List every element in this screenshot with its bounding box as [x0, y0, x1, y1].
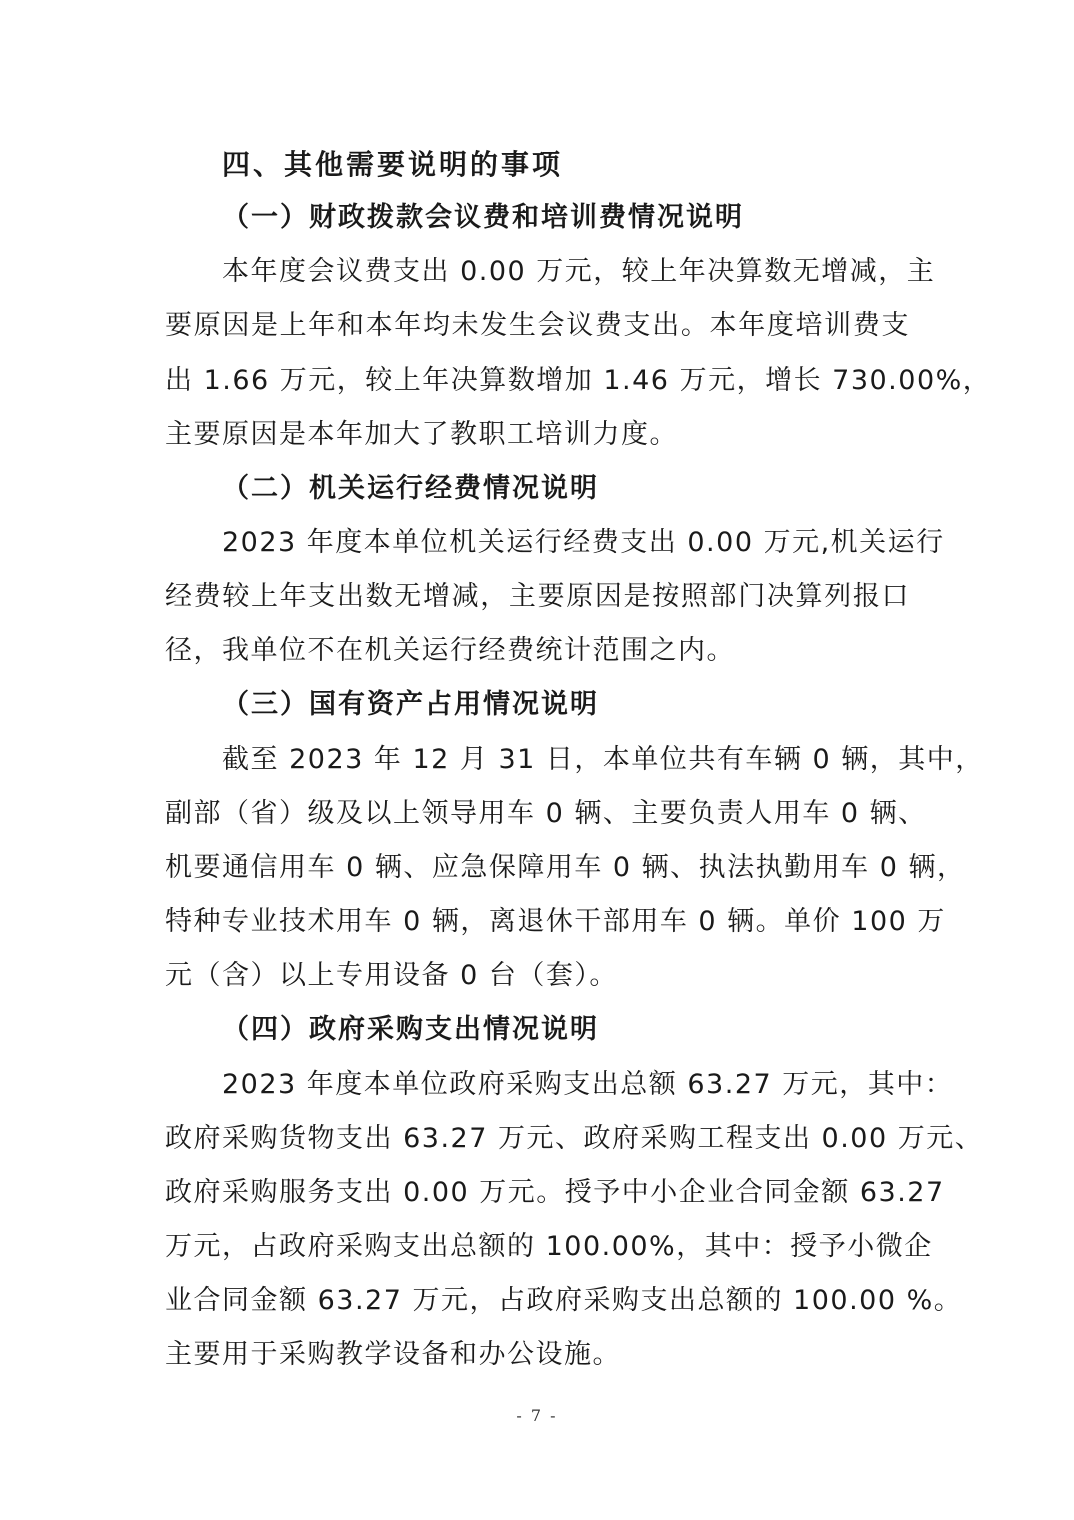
paragraph-line: 副部（省）级及以上领导用车 0 辆、主要负责人用车 0 辆、 [165, 798, 927, 829]
paragraph-line: 政府采购服务支出 0.00 万元。授予中小企业合同金额 63.27 [165, 1177, 945, 1208]
paragraph-line: 政府采购货物支出 63.27 万元、政府采购工程支出 0.00 万元、 [165, 1123, 984, 1154]
subsection-heading-4: （四）政府采购支出情况说明 [222, 1014, 599, 1045]
paragraph-line: 出 1.66 万元，较上年决算数增加 1.46 万元，增长 730.00%， [165, 365, 992, 396]
paragraph-line: 主要用于采购教学设备和办公设施。 [165, 1339, 621, 1370]
paragraph-line: 主要原因是本年加大了教职工培训力度。 [165, 419, 678, 450]
paragraph-line: 要原因是上年和本年均未发生会议费支出。本年度培训费支 [165, 310, 910, 341]
paragraph-line: 业合同金额 63.27 万元，占政府采购支出总额的 100.00 %。 [165, 1285, 963, 1316]
paragraph-line: 截至 2023 年 12 月 31 日，本单位共有车辆 0 辆，其中， [222, 744, 984, 775]
subsection-heading-2: （二）机关运行经费情况说明 [222, 473, 599, 504]
subsection-heading-1: （一）财政拨款会议费和培训费情况说明 [222, 202, 744, 233]
paragraph-line: 特种专业技术用车 0 辆，离退休干部用车 0 辆。单价 100 万 [165, 906, 946, 937]
paragraph-line: 径，我单位不在机关运行经费统计范围之内。 [165, 635, 735, 666]
paragraph-line: 机要通信用车 0 辆、应急保障用车 0 辆、执法执勤用车 0 辆， [165, 852, 966, 883]
section-title: 四、其他需要说明的事项 [222, 148, 564, 181]
subsection-heading-3: （三）国有资产占用情况说明 [222, 689, 599, 720]
paragraph-line: 2023 年度本单位机关运行经费支出 0.00 万元,机关运行 [222, 527, 945, 558]
page-number: - 7 - [516, 1406, 558, 1425]
paragraph-line: 万元，占政府采购支出总额的 100.00%，其中：授予小微企 [165, 1231, 933, 1262]
paragraph-line: 元（含）以上专用设备 0 台（套）。 [165, 960, 618, 991]
paragraph-line: 经费较上年支出数无增减，主要原因是按照部门决算列报口 [165, 581, 910, 612]
paragraph-line: 本年度会议费支出 0.00 万元，较上年决算数无增减，主 [222, 256, 936, 287]
paragraph-line: 2023 年度本单位政府采购支出总额 63.27 万元，其中： [222, 1069, 954, 1100]
